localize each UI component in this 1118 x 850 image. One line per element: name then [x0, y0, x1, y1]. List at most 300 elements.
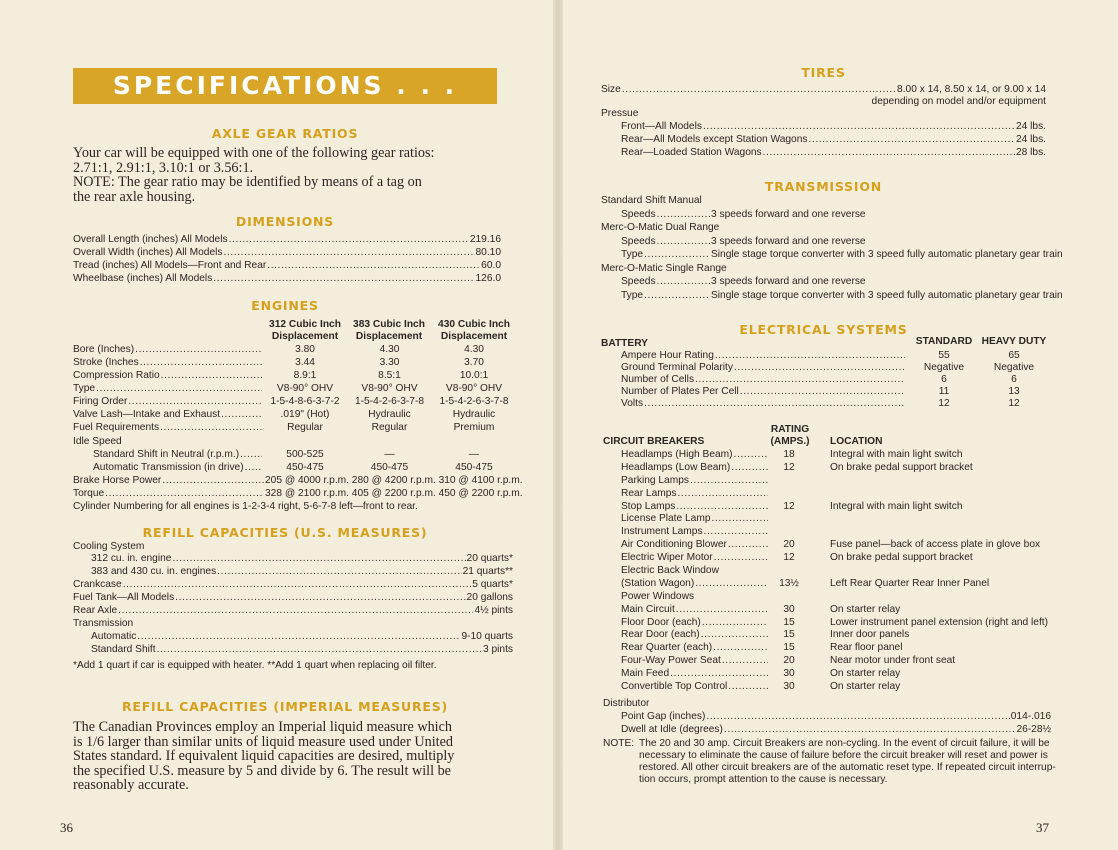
standard-value: 11 — [938, 386, 950, 397]
leader — [175, 592, 465, 604]
transmission-label: Transmission — [73, 618, 134, 629]
refill-row — [73, 631, 513, 644]
row-label: 312 cu. in. engine — [91, 553, 172, 564]
leader — [690, 475, 768, 487]
leader — [728, 539, 768, 551]
row-label: Wheelbase (inches) All Models — [73, 273, 213, 284]
engine-col-line: Displacement — [355, 331, 423, 342]
row-label: Type — [621, 249, 644, 260]
standard-value: 12 — [938, 398, 950, 409]
circuit-breaker-label — [621, 526, 769, 538]
row-label: Speeds — [621, 235, 656, 247]
leader — [140, 357, 262, 369]
row-label: Four-Way Power Seat — [621, 655, 721, 667]
leader — [657, 236, 710, 248]
row-label: Ground Terminal Polarity — [621, 362, 733, 373]
circuit-breaker-row — [621, 578, 1051, 591]
imperial-line: States standard. If equivalent liquid capacities are desired, multiply — [73, 748, 455, 764]
row-value: 24 lbs. — [1015, 134, 1046, 145]
transmission-type-label: Standard Shift Manual — [601, 195, 702, 206]
circuit-breaker-label — [621, 565, 769, 577]
note-line: restored. All other circuit breakers are of the automatic reset type. If repeated circuit interrup- — [639, 762, 1056, 773]
circuit-breaker-row — [621, 462, 1051, 475]
circuit-breaker-row — [621, 501, 1051, 514]
leader — [123, 579, 472, 591]
circuit-breaker-label — [621, 681, 769, 693]
row-label: Convertible Top Control — [621, 681, 728, 693]
leader — [622, 84, 896, 96]
row-label: Crankcase — [73, 579, 122, 590]
torque-row — [73, 488, 265, 500]
row-label: 383 and 430 cu. in. engines — [91, 566, 217, 577]
imperial-line: reasonably accurate. — [73, 777, 189, 793]
leader — [701, 629, 768, 641]
engine-row — [73, 396, 518, 409]
distributor-row — [621, 711, 1051, 724]
circuit-breaker-label — [621, 629, 769, 641]
circuit-breaker-row — [621, 681, 1051, 694]
row-value: 24 lbs. — [1015, 121, 1046, 132]
engine-value: 450-475 — [370, 462, 409, 473]
row-label: Air Conditioning Blower — [621, 539, 727, 551]
imperial-text — [73, 720, 513, 793]
circuit-breaker-label — [621, 501, 769, 513]
heavy-duty-value: 12 — [1008, 398, 1020, 409]
transmission-table — [601, 195, 1063, 303]
transmission-type-label: Merc-O-Matic Single Range — [601, 262, 727, 274]
location-value: Integral with main light switch — [830, 500, 963, 512]
engine-col-line: Displacement — [271, 331, 339, 342]
row-value: 80.10 — [475, 247, 501, 258]
row-label: Speeds — [621, 276, 656, 287]
row-label: Floor Door (each) — [621, 616, 701, 628]
battery-label: BATTERY — [601, 338, 648, 349]
row-label: Bore (Inches) — [73, 344, 135, 355]
amps-value: 18 — [783, 449, 795, 460]
amps-value: 30 — [783, 668, 795, 680]
amps-value: 20 — [783, 655, 795, 667]
location-label: LOCATION — [830, 436, 883, 447]
transmission-row — [601, 209, 1051, 223]
note-line: necessary to eliminate the cause of failure before the circuit breaker will reset and power is — [639, 750, 1048, 761]
engine-value: 8.9:1 — [293, 370, 317, 381]
leader — [657, 276, 710, 288]
distributor-table — [621, 711, 1051, 737]
amps-value: 20 — [783, 539, 795, 551]
axle-heading: AXLE GEAR RATIOS — [211, 126, 359, 141]
engine-value: V8-90° OHV — [445, 383, 503, 394]
dimensions-table — [73, 234, 501, 286]
row-label: Valve Lash—Intake and Exhaust — [73, 409, 221, 420]
row-value: 126.0 — [475, 273, 501, 284]
refill-us-heading: REFILL CAPACITIES (U.S. MEASURES) — [142, 525, 428, 540]
engine-col-header — [263, 319, 347, 343]
rating-label — [765, 424, 815, 448]
circuit-breaker-label — [621, 642, 769, 654]
row-label: Rear Lamps — [621, 487, 677, 499]
leader — [644, 249, 710, 261]
amps-value: 15 — [783, 629, 795, 641]
leader — [728, 681, 768, 693]
engine-row-label — [93, 449, 263, 461]
leader — [722, 655, 768, 667]
row-label: Headlamps (Low Beam) — [621, 461, 731, 473]
amps-value: 12 — [783, 552, 795, 564]
note-line: tion occurs, prompt attention to the cause is necessary. — [639, 774, 888, 785]
engine-row-label — [73, 357, 263, 369]
leader — [734, 362, 905, 374]
bhp-label: Brake Horse Power — [73, 475, 162, 486]
imperial-line: The Canadian Provinces employ an Imperial liquid measure which — [73, 719, 453, 735]
leader — [695, 374, 905, 386]
battery-row — [621, 362, 1049, 374]
row-value: 21 quarts** — [462, 566, 513, 577]
pressure-label: Pressue — [601, 108, 639, 119]
leader — [221, 409, 262, 421]
leader — [678, 488, 769, 500]
engine-row-label — [93, 462, 263, 474]
leader — [118, 605, 473, 617]
battery-row-label — [621, 350, 906, 362]
refill-row — [73, 553, 513, 566]
circuit-breaker-row — [621, 488, 1051, 501]
leader — [172, 553, 465, 565]
leader — [731, 462, 768, 474]
engine-col-header — [432, 319, 516, 343]
note-line: The 20 and 30 amp. Circuit Breakers are non-cycling. In the event of circuit failure, it will be — [639, 738, 1050, 749]
circuit-breaker-row — [621, 668, 1051, 681]
tire-size-label: Size — [601, 84, 621, 95]
row-label: Standard Shift in Neutral (r.p.m.) — [93, 449, 240, 460]
row-label: Automatic Transmission (in drive) — [93, 462, 244, 473]
leader — [157, 644, 482, 656]
battery-row — [621, 398, 1049, 410]
imperial-line: the specified U.S. measure by 5 and divide by 6. The result will be — [73, 762, 451, 779]
row-label: Rear—All Models except Station Wagons — [621, 134, 808, 145]
engine-row — [73, 462, 518, 475]
leader — [734, 449, 768, 461]
location-value: Fuse panel—back of access plate in glove box — [830, 539, 1041, 551]
row-label: Number of Plates Per Cell — [621, 386, 739, 397]
circuit-breaker-label — [621, 604, 769, 616]
circuit-breaker-label — [621, 513, 769, 525]
leader — [724, 724, 1016, 736]
row-label: Main Circuit — [621, 603, 675, 615]
row-value: 26-28½ — [1016, 724, 1051, 735]
engine-value: — — [384, 449, 395, 460]
leader — [644, 398, 905, 410]
electrical-heading: ELECTRICAL SYSTEMS — [739, 322, 908, 337]
circuit-breaker-row — [621, 642, 1051, 655]
engine-value: 500-525 — [286, 449, 324, 460]
amps-value: 12 — [783, 500, 795, 512]
leader — [670, 668, 768, 680]
leader — [644, 290, 710, 302]
row-label: Volts — [621, 398, 644, 409]
row-label: Standard Shift — [91, 644, 156, 655]
circuit-breakers-label: CIRCUIT BREAKERS — [603, 436, 705, 447]
engine-col-header — [347, 319, 431, 343]
refill-imperial-heading: REFILL CAPACITIES (IMPERIAL MEASURES) — [121, 699, 449, 714]
leader — [703, 121, 1015, 133]
row-label: Fuel Tank—All Models — [73, 592, 175, 603]
engine-value: Regular — [287, 422, 323, 433]
engine-value: 450-475 — [286, 462, 324, 473]
leader — [160, 422, 262, 434]
row-value: 60.0 — [481, 260, 501, 271]
row-value: 3 speeds forward and one reverse — [711, 276, 866, 287]
battery-row — [621, 350, 1049, 362]
leader — [96, 383, 262, 395]
leader — [245, 462, 262, 474]
row-label: Fuel Requirements — [73, 422, 160, 433]
circuit-breaker-label — [621, 539, 769, 551]
engine-col-line: Displacement — [440, 331, 508, 342]
engine-value: 3.80 — [295, 344, 315, 355]
row-value: 28 lbs. — [1015, 147, 1046, 158]
engine-row-label — [73, 383, 263, 395]
battery-row-label — [621, 374, 906, 386]
battery-row — [621, 386, 1049, 398]
amps-value: 12 — [783, 461, 795, 473]
row-label: Firing Order — [73, 396, 128, 407]
row-label: Point Gap (inches) — [621, 711, 706, 722]
row-label: Dwell at Idle (degrees) — [621, 724, 723, 735]
circuit-breaker-label — [621, 591, 769, 603]
leader — [162, 475, 264, 487]
torque-values: 328 @ 2100 r.p.m. 405 @ 2200 r.p.m. 450 @ 2200 r.p.m. — [265, 488, 523, 499]
distributor-row — [621, 724, 1051, 737]
transmission-type-label: Merc-O-Matic Dual Range — [601, 222, 720, 233]
leader — [135, 344, 262, 356]
row-label: Parking Lamps — [621, 474, 689, 486]
circuit-breaker-label — [621, 449, 769, 461]
row-label: License Plate Lamp — [621, 513, 711, 525]
leader — [217, 566, 461, 578]
circuit-breaker-row — [621, 591, 1051, 604]
row-value: 3 speeds forward and one reverse — [711, 208, 866, 220]
engine-row — [73, 344, 518, 357]
row-label: Instrument Lamps — [621, 526, 703, 538]
engine-col-line: 383 Cubic Inch — [353, 319, 425, 330]
location-value: Near motor under front seat — [830, 655, 956, 667]
dimension-row — [73, 247, 501, 260]
bhp-row — [73, 475, 265, 487]
dimension-row — [73, 273, 501, 286]
engine-row-label — [73, 344, 263, 356]
circuit-breaker-label — [621, 578, 769, 590]
row-label: Number of Cells — [621, 374, 695, 385]
engine-value: 1-5-4-2-6-3-7-8 — [439, 396, 509, 407]
circuit-breaker-row — [621, 552, 1051, 565]
leader — [711, 513, 768, 525]
location-value: On starter relay — [830, 681, 901, 693]
row-label: Rear Quarter (each) — [621, 642, 713, 654]
engine-row-label — [73, 409, 263, 421]
row-label: Power Windows — [621, 590, 695, 602]
leader — [657, 209, 710, 221]
leader — [676, 604, 768, 616]
row-value: 5 quarts* — [472, 579, 513, 590]
engine-row — [73, 449, 518, 462]
amps-value: 13½ — [779, 577, 799, 589]
circuit-breaker-row — [621, 475, 1051, 488]
circuit-breaker-row — [621, 604, 1051, 617]
engine-value: 4.30 — [379, 344, 400, 355]
transmission-row-label — [621, 249, 711, 261]
refill-row — [73, 566, 513, 579]
axle-line: 2.71:1, 2.91:1, 3.10:1 or 3.56:1. — [73, 159, 254, 176]
engine-row — [73, 383, 518, 396]
engine-value: 3.44 — [295, 357, 315, 368]
engine-value: 4.30 — [464, 344, 484, 355]
engine-value: Hydraulic — [452, 409, 496, 420]
standard-value: 6 — [941, 374, 947, 385]
leader — [137, 631, 460, 643]
leader — [161, 370, 262, 382]
engine-value: — — [468, 449, 480, 460]
row-value: Single stage torque converter with 3 speed fully automatic planetary gear train — [711, 289, 1063, 301]
engine-row-label — [73, 396, 263, 408]
transmission-row-label — [621, 209, 711, 221]
location-value: On brake pedal support bracket — [830, 461, 973, 473]
row-label: Automatic — [91, 631, 137, 642]
leader — [808, 134, 1015, 146]
circuit-breaker-label — [621, 655, 769, 667]
leader — [105, 488, 264, 500]
transmission-row — [601, 289, 1063, 304]
row-label: Overall Length (inches) All Models — [73, 234, 228, 245]
row-label: Stop Lamps — [621, 500, 676, 512]
tires-heading: TIRES — [801, 65, 846, 80]
engine-value: Premium — [453, 422, 495, 433]
refill-row — [73, 605, 513, 618]
engine-row — [73, 422, 518, 435]
row-label: Electric Wiper Motor — [621, 552, 713, 564]
dimensions-heading: DIMENSIONS — [235, 214, 335, 229]
refill-us-table — [73, 553, 513, 657]
circuit-breaker-row — [621, 539, 1051, 552]
refill-note: *Add 1 quart if car is equipped with heater. **Add 1 quart when replacing oil filter. — [73, 660, 437, 671]
standard-value: 55 — [938, 350, 950, 361]
leader — [702, 617, 768, 629]
leader — [267, 260, 480, 272]
torque-label: Torque — [73, 488, 105, 499]
leader — [715, 350, 905, 362]
location-value: Left Rear Quarter Rear Inner Panel — [830, 577, 990, 589]
leader — [740, 386, 905, 398]
rating-line: (AMPS.) — [770, 436, 810, 447]
location-value: On starter relay — [830, 668, 901, 680]
row-value: 219.16 — [469, 234, 501, 245]
leader — [763, 147, 1015, 159]
tire-pressure-row — [621, 147, 1046, 160]
engine-value: V8-90° OHV — [276, 383, 334, 394]
distributor-label: Distributor — [603, 698, 650, 709]
axle-line: NOTE: The gear ratio may be identified by means of a tag on — [73, 174, 422, 190]
leader — [676, 501, 768, 513]
circuit-breaker-row — [621, 526, 1051, 539]
specifications-banner — [73, 68, 497, 104]
tire-pressure-table — [621, 121, 1046, 160]
refill-row — [73, 579, 513, 592]
circuit-breaker-row — [621, 565, 1051, 578]
row-label: Overall Width (inches) All Models — [73, 247, 223, 258]
transmission-row — [601, 276, 1051, 290]
circuit-breaker-row — [621, 449, 1051, 462]
engine-value: V8-90° OHV — [361, 383, 418, 394]
circuit-breaker-row — [621, 629, 1051, 642]
row-value: .014-.016 — [1007, 711, 1051, 722]
transmission-row — [601, 249, 1063, 263]
standard-col-label: STANDARD — [915, 336, 973, 347]
note-text — [639, 738, 1056, 786]
engine-value: Hydraulic — [368, 409, 411, 420]
dimension-row — [73, 234, 501, 247]
page-number: 37 — [1036, 820, 1049, 835]
row-label: Compression Ratio — [73, 370, 160, 381]
battery-table — [621, 350, 1049, 410]
engine-row — [73, 357, 518, 370]
cylinder-note: Cylinder Numbering for all engines is 1-2-3-4 right, 5-6-7-8 left—front to rear. — [73, 501, 418, 512]
row-label: Ampere Hour Rating — [621, 350, 714, 361]
row-label: Tread (inches) All Models—Front and Rear — [73, 260, 267, 271]
row-label: Speeds — [621, 208, 656, 220]
tire-pressure-row — [621, 134, 1046, 147]
amps-value: 30 — [783, 681, 795, 693]
tire-size-value: 8.00 x 14, 8.50 x 14, or 9.00 x 14 — [897, 84, 1046, 95]
leader — [128, 396, 262, 408]
page-number: 36 — [60, 820, 73, 835]
leader — [704, 526, 768, 538]
location-value: On brake pedal support bracket — [830, 552, 973, 564]
row-label: Rear Door (each) — [621, 629, 700, 641]
engine-value: 8.5:1 — [378, 370, 401, 381]
circuit-breaker-label — [621, 668, 769, 680]
battery-row-label — [621, 362, 906, 374]
row-label: Main Feed — [621, 668, 670, 680]
row-value: 4½ pints — [474, 605, 513, 616]
row-label: Stroke (Inches — [73, 357, 139, 368]
dimension-row — [73, 260, 501, 273]
heavy-duty-value: Negative — [993, 362, 1035, 373]
leader — [695, 578, 768, 590]
location-value: Lower instrument panel extension (right and left) — [830, 616, 1049, 628]
engines-table — [73, 344, 518, 435]
bhp-values: 205 @ 4000 r.p.m. 280 @ 4200 r.p.m. 310 @ 4100 r.p.m. — [265, 475, 523, 486]
row-value: 9-10 quarts — [461, 631, 513, 642]
location-value: Inner door panels — [830, 629, 910, 641]
axle-text — [73, 146, 503, 204]
imperial-line: is 1/6 larger than similar units of liquid measure used under United — [73, 733, 453, 750]
heavy-duty-col-label: HEAVY DUTY — [981, 336, 1047, 347]
leader — [240, 449, 262, 461]
row-label: Rear Axle — [73, 605, 118, 616]
refill-row — [73, 592, 513, 605]
transmission-row — [601, 236, 1051, 250]
page-gutter — [553, 0, 563, 850]
leader — [229, 234, 469, 246]
heavy-duty-value: 6 — [1011, 374, 1017, 385]
amps-value: 30 — [783, 603, 795, 615]
axle-line: Your car will be equipped with one of the following gear ratios: — [73, 145, 435, 161]
tire-size-row — [601, 84, 1046, 96]
circuit-breaker-label — [621, 462, 769, 474]
row-value: 20 quarts* — [466, 553, 513, 564]
row-label: Rear—Loaded Station Wagons — [621, 147, 762, 158]
leader — [213, 273, 474, 285]
location-value: On starter relay — [830, 603, 901, 615]
